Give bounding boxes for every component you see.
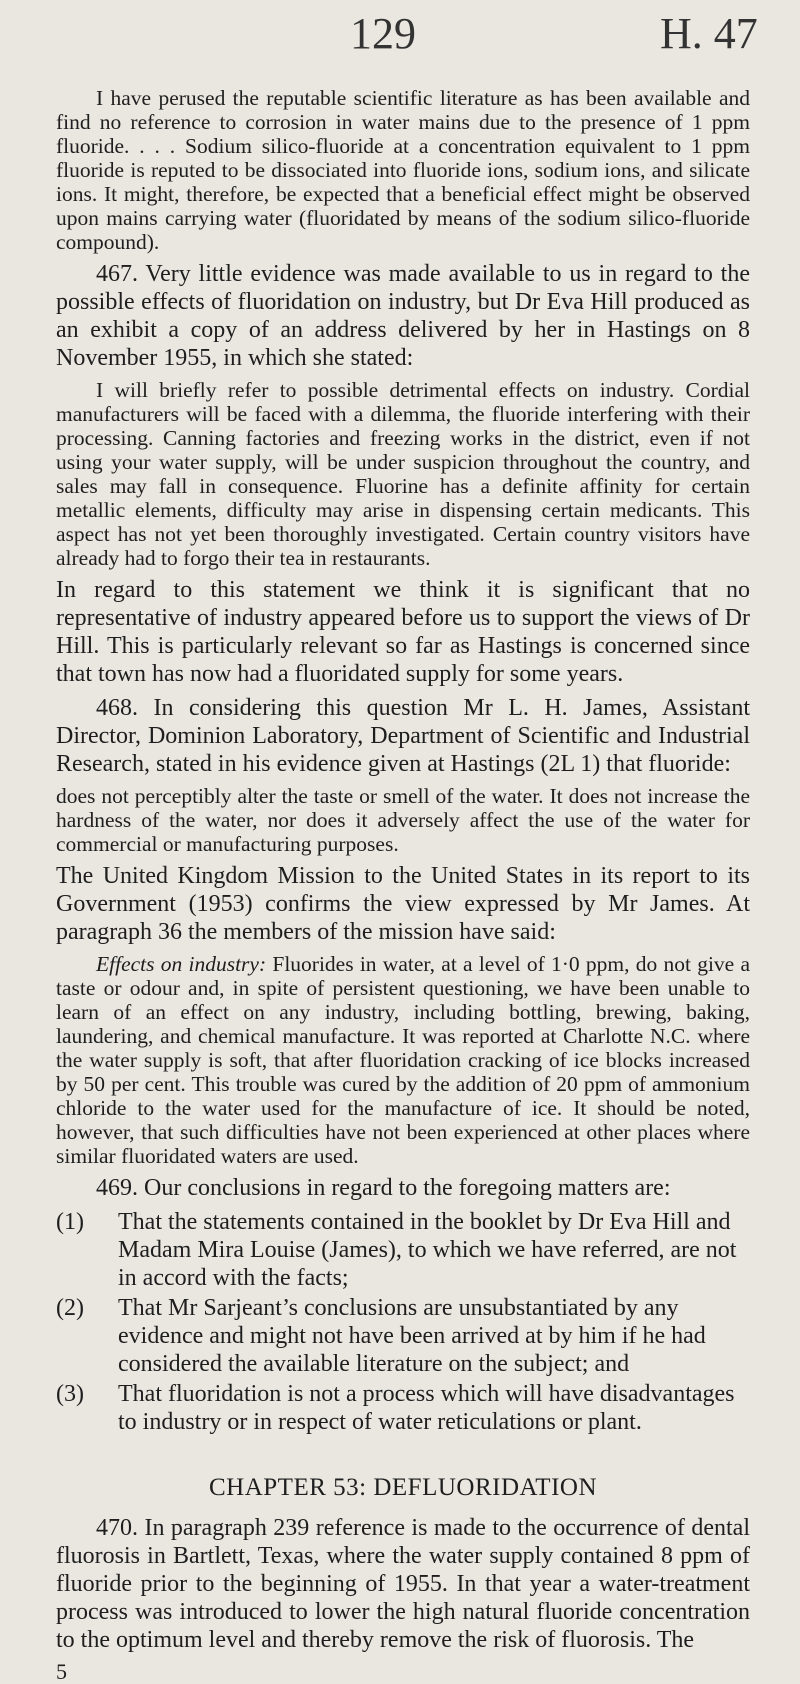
footer-mark: 5 bbox=[56, 1659, 67, 1684]
conclusions-list bbox=[56, 1208, 750, 1436]
list-item-number: (3) bbox=[56, 1381, 84, 1407]
quote-james: does not perceptibly alter the taste or smell of the water. It does not increase the hardness of the water, nor does it adversely affect the use of the water for commercial or manufacturing purposes. bbox=[56, 784, 750, 856]
chapter-heading: CHAPTER 53: DEFLUORIDATION bbox=[209, 1474, 597, 1501]
paragraph-470: 470. In paragraph 239 reference is made to the occurrence of dental fluorosis in Bartlett, Texas, where the water supply contained 8 ppm of fluoride prior to the beginning of 1955. In that year a water-treatment process was introduced to lower the high natural fluoride concentration to the optimum level and thereby remove the risk of fluorosis. The bbox=[56, 1515, 750, 1653]
list-item bbox=[56, 1208, 750, 1292]
quote-effects-on-industry bbox=[56, 952, 750, 1168]
quote-text: Fluorides in water, at a level of 1·0 ppm, do not give a taste or odour and, in spite of persistent questioning, we have been unable to learn of an effect on any industry, including bottling, brewing, baking, laundering, and chemical manufacture. It was reported at Charlotte N.C. where the water supply is soft, that after fluoridation cracking of ice blocks increased by 50 per cent. This trouble was cured by the addition of 20 ppm of ammonium chloride to the water used for the manufacture of ice. It should be noted, however, that such difficulties have not been experienced at other places where similar fluoridated waters are used. bbox=[56, 952, 751, 1168]
list-item-text: That Mr Sarjeant’s conclusions are unsubstantiated by any evidence and might not have been arrived at by him if he had considered the available literature on the subject; and bbox=[118, 1295, 706, 1377]
quote-eva-hill: I will briefly refer to possible detrimental effects on industry. Cordial manufacturers will be faced with a dilemma, the fluoride interfering with their processing. Canning factories and freezing works in the district, even if not using your water supply, will be under suspicion throughout the country, and sales may fall in consequence. Fluorine has a definite affinity for certain metallic elements, difficulty may arise in dispensing certain medicants. This aspect has not yet been thoroughly investigated. Certain country visitors have already had to forgo their tea in restaurants. bbox=[56, 378, 750, 570]
document-reference: H. 47 bbox=[660, 9, 758, 58]
page-header bbox=[0, 8, 800, 68]
list-item-number: (2) bbox=[56, 1295, 84, 1321]
paragraph-468: 468. In considering this question Mr L. H. James, Assistant Director, Dominion Laboratory, Department of Scientific and Industrial Research, stated in his evidence given at Hastings (2L 1) that fluoride: bbox=[56, 695, 750, 777]
paragraph-representative: In regard to this statement we think it is significant that no representative of industry appeared before us to support the views of Dr Hill. This is particularly relevant so far as Hastings is concerned since that town has now had a fluoridated supply for some years. bbox=[56, 577, 750, 687]
list-item-text: That fluoridation is not a process which will have disadvantages to industry or in respect of water reticulations or plant. bbox=[118, 1381, 735, 1435]
list-item bbox=[56, 1294, 750, 1378]
quote-label: Effects on industry: bbox=[96, 952, 267, 976]
paragraph-uk-mission: The United Kingdom Mission to the United States in its report to its Government (1953) confirms the view expressed by Mr James. At paragraph 36 the members of the mission have said: bbox=[56, 863, 750, 945]
paragraph-quote-corrosion: I have perused the reputable scientific literature as has been available and find no reference to corrosion in water mains due to the presence of 1 ppm fluoride. . . . Sodium silico-fluoride at a concentration equivalent to 1 ppm fluoride is reputed to be dissociated into fluoride ions, sodium ions, and silicate ions. It might, therefore, be expected that a beneficial effect might be observed upon mains carrying water (fluoridated by means of the sodium silico-fluoride compound). bbox=[56, 86, 750, 254]
list-item bbox=[56, 1380, 750, 1436]
page-number: 129 bbox=[350, 9, 416, 58]
list-item-number: (1) bbox=[56, 1209, 84, 1235]
paragraph-467: 467. Very little evidence was made available to us in regard to the possible effects of fluoridation on industry, but Dr Eva Hill produced as an exhibit a copy of an address delivered by her in Hastings on 8 November 1955, in which she stated: bbox=[56, 261, 750, 371]
page-body bbox=[56, 86, 750, 1684]
list-item-text: That the statements contained in the booklet by Dr Eva Hill and Madam Mira Louise (James), to which we have referred, are not in accord with the facts; bbox=[118, 1209, 737, 1291]
paragraph-469: 469. Our conclusions in regard to the foregoing matters are: bbox=[96, 1175, 671, 1201]
